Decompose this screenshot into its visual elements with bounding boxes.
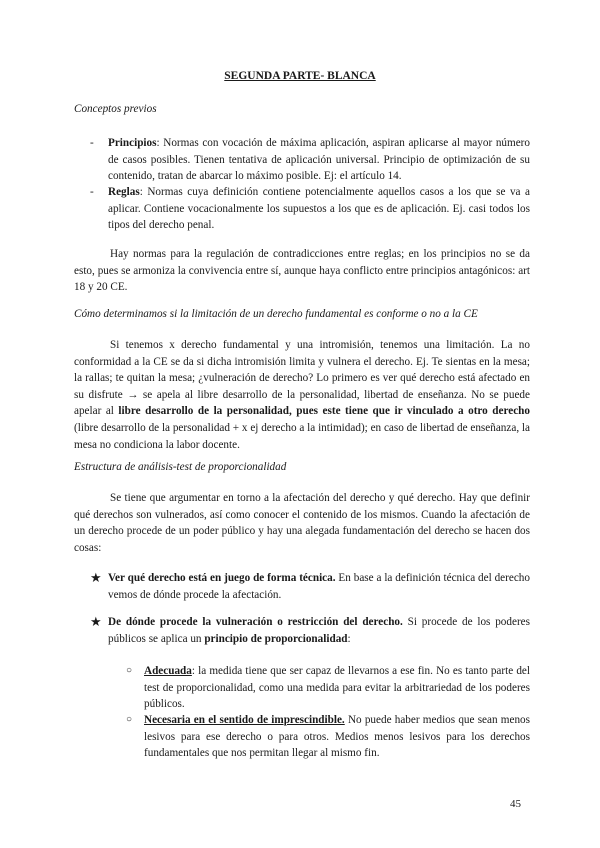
paragraph-argumentar: Se tiene que argumentar en torno a la afectación del derecho y qué derecho. Hay que definir qué derechos son vulnerados, así como conocer el contenido de los mismos. Cuando la afectación de un derecho procede de un poder público y hay una alegada fundamentación del derecho se hacen dos cosas: bbox=[74, 492, 530, 554]
star2-text1: Si procede de los poderes públicos se aplica un bbox=[108, 616, 530, 645]
star2-bold: De dónde procede la vulneración o restricción del derecho. bbox=[108, 616, 403, 628]
paragraph-limitacion-part2: (libre desarrollo de la personalidad + x ej derecho a la intimidad); en caso de libertad de enseñanza, la mesa no condiciona la labor docente. bbox=[74, 421, 530, 451]
heading-como-determinamos: Cómo determinamos si la limitación de un derecho fundamental es conforme o no a la CE bbox=[74, 308, 478, 320]
paragraph-limitacion bbox=[74, 337, 530, 453]
list-item-ver-que-derecho bbox=[90, 570, 530, 603]
star-icon: ★ bbox=[90, 614, 102, 629]
dash-marker: - bbox=[90, 186, 94, 198]
circle-bullet-icon: ○ bbox=[126, 665, 133, 676]
list-item-reglas bbox=[90, 184, 530, 234]
heading-conceptos-previos: Conceptos previos bbox=[74, 103, 157, 115]
page-number: 45 bbox=[510, 798, 521, 810]
paragraph-normas: Hay normas para la regulación de contradicciones entre reglas; en los principios no se da esto, pues se armoniza la convivencia entre sí, aunque haya conflicto entre principios antagónicos: art 18 y 20 CE. bbox=[74, 248, 530, 294]
term-reglas: Reglas bbox=[108, 186, 140, 198]
circle-bullet-icon: ○ bbox=[126, 714, 133, 725]
term-necesaria: Necesaria en el sentido de imprescindible. bbox=[144, 714, 345, 726]
list-item-de-donde-procede bbox=[90, 614, 530, 647]
adecuada-text: : la medida tiene que ser capaz de llevarnos a ese fin. No es tanto parte del test de proporcionalidad, como una medida para evitar la arbitrariedad de los poderes públicos. bbox=[144, 665, 530, 711]
page-title: SEGUNDA PARTE- BLANCA bbox=[224, 70, 376, 82]
star2-text2: : bbox=[347, 632, 351, 645]
reglas-text: : Normas cuya definición contiene potencialmente aquellos casos a los que se va a aplicar. Contiene vocacionalmente los supuestos a los que es de aplicación. Ej. casi todos los tipos del derecho penal. bbox=[108, 186, 530, 232]
necesaria-text: No puede haber medios que sean menos lesivos para ese derecho o para otros. Medios menos lesivos para los derechos fundamentales que nos permitan llegar al mismo fin. bbox=[144, 714, 530, 760]
list-item-necesaria bbox=[126, 712, 530, 762]
term-adecuada: Adecuada bbox=[144, 665, 192, 677]
list-item-adecuada bbox=[126, 663, 530, 713]
paragraph-limitacion-part1: Si tenemos x derecho fundamental y una intromisión, tenemos una limitación. La no conformidad a la CE se da si dicha intromisión limita y vulnera el derecho. Ej. Te sientas en la mesa; la rallas; te quitan la mesa; ¿vulneración de derecho? Lo primero es ver qué derecho está afectado en su disfrute → se apela al libre desarrollo de la personalidad, libertad de enseñanza. No se puede apelar al bbox=[74, 339, 530, 418]
star1-bold: Ver qué derecho está en juego de forma técnica. bbox=[108, 572, 336, 584]
star2-bold2: principio de proporcionalidad bbox=[204, 632, 348, 645]
star1-text: En base a la definición técnica del derecho vemos de dónde procede la afectación. bbox=[108, 572, 530, 601]
dash-marker: - bbox=[90, 137, 94, 149]
star-icon: ★ bbox=[90, 570, 102, 585]
term-principios: Principios bbox=[108, 137, 157, 149]
paragraph-limitacion-bold: libre desarrollo de la personalidad, pues este tiene que ir vinculado a otro derecho bbox=[118, 405, 530, 418]
heading-estructura: Estructura de análisis-test de proporcionalidad bbox=[74, 461, 287, 473]
list-item-principios bbox=[90, 135, 530, 185]
principios-text: : Normas con vocación de máxima aplicación, aspiran aplicarse al mayor número de casos posibles. Tienen tentativa de aplicación universal. Principio de optimización de su contenido, tratan de abarcar lo máximo posible. Ej: el artículo 14. bbox=[108, 137, 530, 183]
